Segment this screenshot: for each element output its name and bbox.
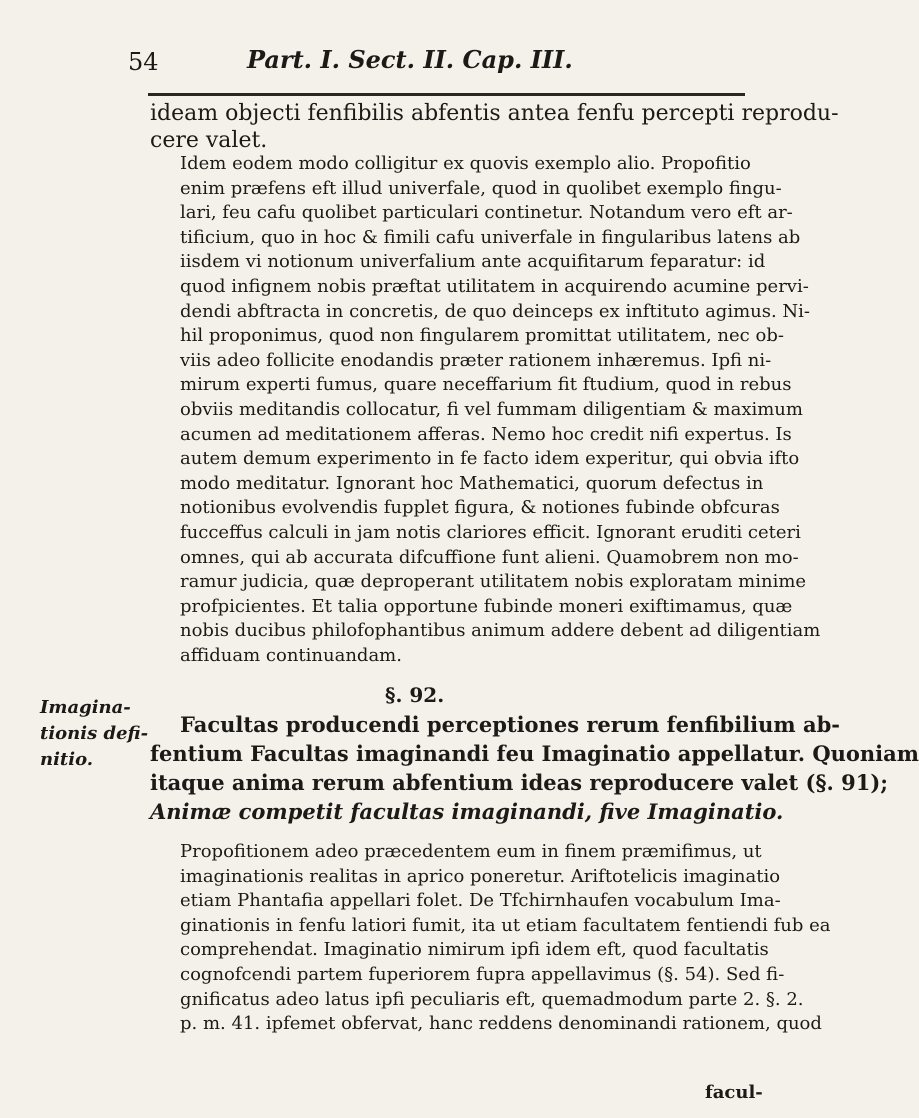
margin-note-line: nitio. <box>40 749 94 770</box>
text-line: fucceffus calculi in jam notis clariores efficit. Ignorant eruditi ceteri <box>180 521 801 543</box>
margin-note-line: tionis defi- <box>40 723 149 744</box>
margin-note-line: Imagina- <box>40 697 131 718</box>
text-line: notionibus evolvendis fupplet figura, & notiones fubinde obfcuras <box>180 497 780 519</box>
text-line: ginationis in fenfu latiori fumit, ita ut etiam facultatem fentiendi fub ea <box>180 914 831 936</box>
text-line: etiam Phantafia appellari folet. De Tfchirnhaufen vocabulum Ima- <box>180 890 781 912</box>
catchword: facul- <box>705 1082 763 1103</box>
text-line: dendi abftracta in concretis, de quo deinceps ex inftituto agimus. Ni- <box>180 300 811 322</box>
text-line: Facultas producendi perceptiones rerum fenfibilium ab- <box>180 712 840 737</box>
text-line: nobis ducibus philofophantibus animum addere debent ad diligentiam <box>180 620 821 642</box>
text-line: modo meditatur. Ignorant hoc Mathematici, quorum defectus in <box>180 472 764 494</box>
paragraph-scholium <box>150 152 821 668</box>
text-line: enim præfens eft illud univerfale, quod in quolibet exemplo fingu- <box>180 177 782 199</box>
header-rule <box>148 93 745 96</box>
text-line: comprehendat. Imaginatio nimirum ipfi idem eft, quod facultatis <box>180 939 769 961</box>
text-line: cognofcendi partem fuperiorem fupra appellavimus (§. 54). Sed fi- <box>180 963 785 985</box>
text-line: hil proponimus, quod non fingularem promittat utilitatem, nec ob- <box>180 325 784 347</box>
text-line: Animæ competit facultas imaginandi, five Imaginatio. <box>150 799 784 824</box>
text-line: viis adeo follicite enodandis præter rationem inhæremus. Ipfi ni- <box>180 349 772 371</box>
text-line: ideam objecti fenfibilis abfentis antea fenfu percepti reprodu- <box>150 101 839 126</box>
text-line: gnificatus adeo latus ipfi peculiaris eft, quemadmodum parte 2. §. 2. <box>180 988 804 1010</box>
text-line: iisdem vi notionum univerfalium ante acquifitarum feparatur: id <box>180 251 766 273</box>
text-line: autem demum experimento in fe facto idem experitur, qui obvia ifto <box>180 448 800 470</box>
section-number: §. 92. <box>385 683 445 707</box>
text-line: imaginationis realitas in aprico poneretur. Ariftotelicis imaginatio <box>180 865 781 887</box>
page-header <box>128 40 747 76</box>
text-line: itaque anima rerum abfentium ideas reproducere valet (§. 91); <box>150 770 889 795</box>
text-line: obviis meditandis collocatur, fi vel fummam diligentiam & maximum <box>180 398 803 420</box>
text-line: omnes, qui ab accurata difcuffione funt alieni. Quamobrem non mo- <box>180 546 799 568</box>
text-line: mirum experti fumus, quare neceffarium fit ftudium, quod in rebus <box>180 374 792 396</box>
text-line: lari, feu cafu quolibet particulari continetur. Notandum vero eft ar- <box>180 202 793 224</box>
paragraph-scholium-2 <box>150 840 831 1037</box>
running-head: Part. I. Sect. II. Cap. III. <box>247 45 573 74</box>
text-line: tificium, quo in hoc & fimili cafu univerfale in fingularibus latens ab <box>180 226 801 248</box>
text-line: profpicientes. Et talia opportune fubinde moneri exiftimamus, quæ <box>180 595 793 617</box>
text-line: fentium Facultas imaginandi feu Imaginatio appellatur. Quoniam <box>150 741 919 766</box>
text-line: p. m. 41. ipfemet obfervat, hanc reddens denominandi rationem, quod <box>180 1013 822 1035</box>
text-line: cere valet. <box>150 128 268 153</box>
text-line: ramur judicia, quæ deproperant utilitatem nobis exploratam minime <box>180 571 807 593</box>
page-number: 54 <box>128 48 159 76</box>
paragraph-continuation <box>150 100 839 154</box>
text-line: quod infignem nobis præftat utilitatem in acquirendo acumine pervi- <box>180 275 809 297</box>
margin-note <box>40 695 150 773</box>
text-line: acumen ad meditationem afferas. Nemo hoc credit nifi expertus. Is <box>180 423 792 445</box>
definition-paragraph <box>150 710 919 826</box>
text-line: Idem eodem modo colligitur ex quovis exemplo alio. Propofitio <box>180 153 751 174</box>
text-line: Propofitionem adeo præcedentem eum in finem præmifimus, ut <box>180 841 762 862</box>
text-line: affiduam continuandam. <box>180 644 402 666</box>
